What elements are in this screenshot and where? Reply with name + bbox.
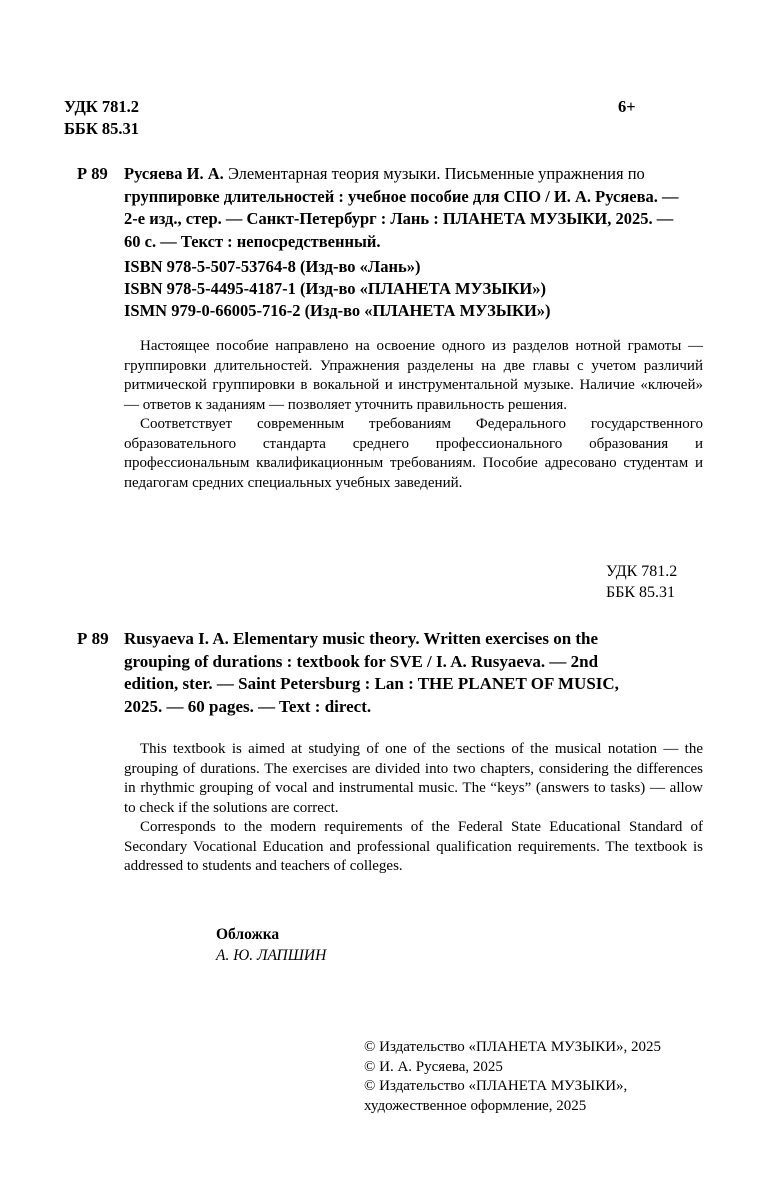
copyright-line-1: © Издательство «ПЛАНЕТА МУЗЫКИ», 2025 [364,1039,662,1055]
cover-label: Обложка [216,926,280,943]
bib-ru-line-3: 2-е изд., стер. — Санкт-Петербург : Лань : ПЛАНЕТА МУЗЫКИ, 2025. — [124,209,674,228]
bib-ru-line-2: группировке длительностей : учебное пособие для СПО / И. А. Русяева. — [124,186,679,206]
annotation-en-paragraph-2: Corresponds to the modern requirements of the Federal State Educational Standard of Secondary Vocational Education and professional qualification requirements. The textbook is addressed to students and teachers of colleges. [124,819,703,874]
cover-designer: А. Ю. ЛАПШИН [216,947,327,964]
bbk-code-repeat: ББК 85.31 [606,584,676,601]
bib-ru-line-4: 60 с. — Текст : непосредственный. [124,231,381,251]
author-mark-ru: Р 89 [77,164,108,183]
age-rating: 6+ [618,97,636,116]
bib-en-line-3: edition, ster. — Saint Petersburg : Lan : THE PLANET OF MUSIC, [124,674,619,693]
annotation-ru [124,337,703,493]
annotation-ru-paragraph-2: Соответствует современным требованиям Федерального государственного образовательного стандарта среднего профессионального образования и профессиональным квалификационным требованиям. Пособие адресовано студентам и педагогам средних специальных учебных заведений. [124,416,703,491]
udk-code: УДК 781.2 [64,97,140,116]
isbn-lan: ISBN 978-5-507-53764-8 (Изд-во «Лань») [124,257,421,276]
bibliographic-record-en [124,628,703,718]
bibliographic-record-ru [124,163,703,253]
ismn-planeta: ISMN 979-0-66005-716-2 (Изд-во «ПЛАНЕТА МУЗЫКИ») [124,301,551,320]
bib-ru-line-1-rest: Элементарная теория музыки. Письменные упражнения по [223,164,645,183]
copyright-block [364,1038,661,1116]
copyright-line-2: © И. А. Русяева, 2025 [364,1058,503,1075]
bbk-code: ББК 85.31 [64,119,140,138]
copyright-line-3: © Издательство «ПЛАНЕТА МУЗЫКИ», [364,1078,628,1094]
author-mark-en: Р 89 [77,629,109,648]
bib-en-line-4: 2025. — 60 pages. — Text : direct. [124,696,372,716]
copyright-line-4: художественное оформление, 2025 [364,1097,587,1114]
annotation-en [124,740,703,877]
classification-block [64,96,139,140]
bib-ru-line-1 [124,163,703,186]
annotation-ru-paragraph-1: Настоящее пособие направлено на освоение одного из разделов нотной грамоты — группировки длительностей. Упражнения разделены на две главы с учетом различий ритмической группировки в вокальной и инструментальной музыке. Наличие «ключей» — ответов к заданиям — позволяет уточнить правильность решения. [124,338,703,413]
bib-en-line-1: Rusyaeva I. A. Elementary music theory. Written exercises on the [124,629,599,648]
isbn-planeta: ISBN 978-5-4495-4187-1 (Изд-во «ПЛАНЕТА МУЗЫКИ») [124,279,546,298]
annotation-en-paragraph-1: This textbook is aimed at studying of one of the sections of the musical notation — the grouping of durations. The exercises are divided into two chapters, considering the differences in rhythmic grouping of vocal and instrumental music. The “keys” (answers to tasks) — allow to check if the solutions are correct. [124,741,703,816]
udk-code-repeat: УДК 781.2 [606,563,678,580]
classification-repeat [606,561,677,603]
cover-credit [216,924,326,966]
identifiers-block [124,256,551,322]
bib-ru-author: Русяева И. А. [124,164,224,183]
bib-en-line-2: grouping of durations : textbook for SVE / I. A. Rusyaeva. — 2nd [124,651,599,671]
